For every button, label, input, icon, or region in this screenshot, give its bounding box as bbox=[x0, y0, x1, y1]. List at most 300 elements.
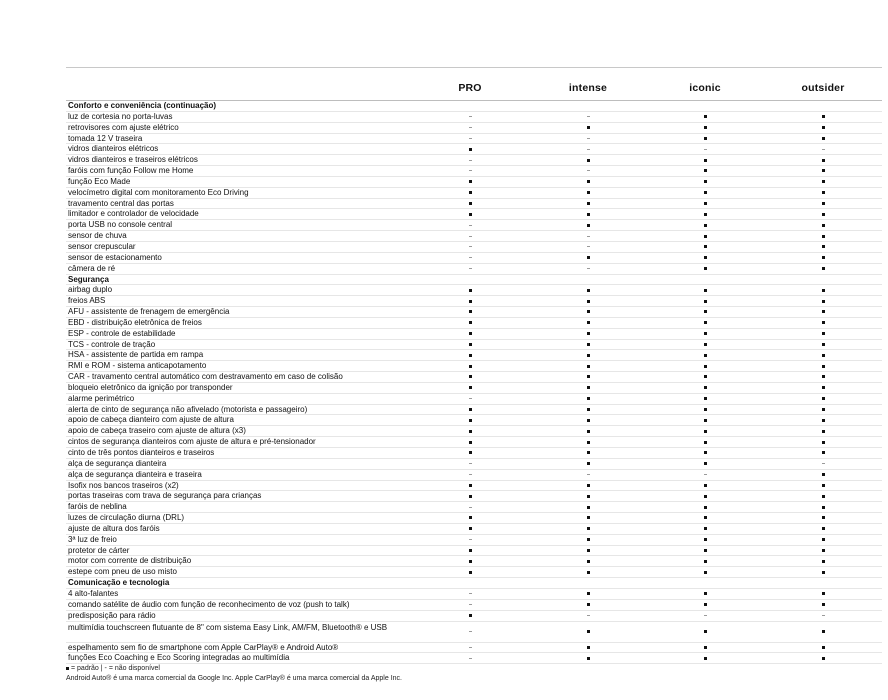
feature-label: apoio de cabeça dianteiro com ajuste de altura bbox=[68, 415, 234, 425]
cell-pro bbox=[465, 166, 475, 177]
standard-marker-icon bbox=[469, 419, 472, 422]
table-row bbox=[66, 112, 882, 123]
cell-outsider bbox=[818, 567, 828, 578]
table-row bbox=[66, 448, 882, 459]
table-row bbox=[66, 622, 882, 643]
standard-marker-icon bbox=[822, 169, 825, 172]
table-row bbox=[66, 264, 882, 275]
feature-label: vidros dianteiros elétricos bbox=[68, 144, 159, 154]
standard-marker-icon bbox=[704, 592, 707, 595]
cell-iconic bbox=[700, 611, 710, 622]
cell-outsider bbox=[818, 188, 828, 199]
cell-iconic bbox=[700, 264, 710, 275]
feature-label: portas traseiras com trava de segurança para crianças bbox=[68, 491, 262, 501]
standard-marker-icon bbox=[822, 180, 825, 183]
cell-iconic bbox=[700, 556, 710, 567]
standard-marker-icon bbox=[822, 224, 825, 227]
cell-pro bbox=[465, 285, 475, 296]
not-available-marker-icon bbox=[469, 236, 472, 237]
not-available-marker-icon bbox=[822, 615, 825, 616]
standard-marker-icon bbox=[704, 224, 707, 227]
column-header-outsider: outsider bbox=[801, 82, 845, 94]
table-row bbox=[66, 231, 882, 242]
section-header bbox=[66, 275, 882, 286]
standard-marker-icon bbox=[822, 321, 825, 324]
cell-outsider bbox=[818, 405, 828, 416]
not-available-marker-icon bbox=[469, 507, 472, 508]
standard-marker-icon bbox=[822, 267, 825, 270]
cell-intense bbox=[583, 600, 593, 611]
cell-pro bbox=[465, 567, 475, 578]
not-available-marker-icon bbox=[469, 116, 472, 117]
standard-marker-icon bbox=[822, 592, 825, 595]
standard-marker-icon bbox=[704, 527, 707, 530]
cell-iconic bbox=[700, 405, 710, 416]
cell-outsider bbox=[818, 372, 828, 383]
standard-marker-icon bbox=[822, 451, 825, 454]
cell-iconic bbox=[700, 318, 710, 329]
standard-marker-icon bbox=[469, 560, 472, 563]
cell-pro bbox=[465, 426, 475, 437]
cell-outsider bbox=[818, 611, 828, 622]
cell-outsider bbox=[818, 415, 828, 426]
feature-label: sensor de estacionamento bbox=[68, 252, 162, 262]
cell-pro bbox=[465, 253, 475, 264]
standard-marker-icon bbox=[822, 441, 825, 444]
table-row bbox=[66, 155, 882, 166]
cell-pro bbox=[465, 611, 475, 622]
cell-iconic bbox=[700, 144, 710, 155]
feature-label: tomada 12 V traseira bbox=[68, 133, 143, 143]
not-available-marker-icon bbox=[822, 149, 825, 150]
standard-marker-icon bbox=[587, 256, 590, 259]
cell-outsider bbox=[818, 329, 828, 340]
standard-marker-icon bbox=[822, 115, 825, 118]
cell-intense bbox=[583, 253, 593, 264]
standard-marker-icon bbox=[587, 441, 590, 444]
feature-label: limitador e controlador de velocidade bbox=[68, 209, 199, 219]
cell-intense bbox=[583, 361, 593, 372]
cell-outsider bbox=[818, 318, 828, 329]
standard-marker-icon bbox=[704, 441, 707, 444]
standard-marker-icon bbox=[587, 321, 590, 324]
standard-marker-icon bbox=[469, 202, 472, 205]
cell-iconic bbox=[700, 524, 710, 535]
cell-intense bbox=[583, 611, 593, 622]
standard-marker-icon bbox=[587, 646, 590, 649]
standard-marker-icon bbox=[469, 527, 472, 530]
standard-marker-icon bbox=[822, 646, 825, 649]
cell-iconic bbox=[700, 394, 710, 405]
table-row bbox=[66, 589, 882, 600]
standard-marker-icon bbox=[469, 365, 472, 368]
standard-marker-icon bbox=[704, 310, 707, 313]
cell-iconic bbox=[700, 134, 710, 145]
standard-marker-icon bbox=[822, 603, 825, 606]
cell-pro bbox=[465, 502, 475, 513]
standard-marker-icon bbox=[822, 289, 825, 292]
standard-marker-icon bbox=[704, 451, 707, 454]
cell-pro bbox=[465, 513, 475, 524]
section-header bbox=[66, 101, 882, 112]
cell-outsider bbox=[818, 231, 828, 242]
table-row bbox=[66, 188, 882, 199]
cell-iconic bbox=[700, 372, 710, 383]
standard-marker-icon bbox=[704, 516, 707, 519]
standard-marker-icon bbox=[704, 354, 707, 357]
standard-marker-icon bbox=[822, 571, 825, 574]
standard-marker-icon bbox=[704, 538, 707, 541]
cell-intense bbox=[583, 329, 593, 340]
standard-marker-icon bbox=[469, 571, 472, 574]
cell-outsider bbox=[818, 264, 828, 275]
standard-marker-icon bbox=[704, 571, 707, 574]
feature-label: alarme perimétrico bbox=[68, 393, 135, 403]
cell-pro bbox=[465, 491, 475, 502]
legend-text: = padrão | - = não disponível bbox=[71, 665, 160, 672]
standard-marker-icon bbox=[587, 289, 590, 292]
feature-label: luzes de circulação diurna (DRL) bbox=[68, 513, 185, 523]
table-row bbox=[66, 318, 882, 329]
cell-iconic bbox=[700, 340, 710, 351]
feature-label: multimídia touchscreen flutuante de 8" com sistema Easy Link, AM/FM, Bluetooth® e USB bbox=[68, 622, 388, 632]
cell-outsider bbox=[818, 643, 828, 654]
cell-iconic bbox=[700, 627, 710, 636]
table-row bbox=[66, 134, 882, 145]
cell-iconic bbox=[700, 188, 710, 199]
table-row bbox=[66, 394, 882, 405]
standard-marker-icon bbox=[469, 516, 472, 519]
cell-iconic bbox=[700, 253, 710, 264]
cell-outsider bbox=[818, 340, 828, 351]
cell-pro bbox=[465, 188, 475, 199]
standard-marker-icon bbox=[587, 630, 590, 633]
cell-outsider bbox=[818, 426, 828, 437]
not-available-marker-icon bbox=[469, 631, 472, 632]
cell-pro bbox=[465, 220, 475, 231]
cell-pro bbox=[465, 296, 475, 307]
not-available-marker-icon bbox=[469, 225, 472, 226]
standard-marker-icon bbox=[587, 603, 590, 606]
cell-intense bbox=[583, 112, 593, 123]
cell-outsider bbox=[818, 394, 828, 405]
standard-marker-icon bbox=[469, 310, 472, 313]
cell-outsider bbox=[818, 123, 828, 134]
table-row bbox=[66, 285, 882, 296]
cell-pro bbox=[465, 437, 475, 448]
standard-marker-icon bbox=[822, 137, 825, 140]
standard-marker-icon bbox=[587, 191, 590, 194]
standard-marker-icon bbox=[587, 527, 590, 530]
standard-marker-icon bbox=[587, 386, 590, 389]
standard-marker-icon bbox=[822, 256, 825, 259]
cell-iconic bbox=[700, 296, 710, 307]
not-available-marker-icon bbox=[469, 127, 472, 128]
not-available-marker-icon bbox=[469, 257, 472, 258]
standard-marker-icon bbox=[704, 646, 707, 649]
cell-iconic bbox=[700, 155, 710, 166]
cell-iconic bbox=[700, 437, 710, 448]
cell-pro bbox=[465, 653, 475, 664]
cell-pro bbox=[465, 134, 475, 145]
standard-marker-icon bbox=[469, 386, 472, 389]
standard-marker-icon bbox=[469, 191, 472, 194]
feature-label: HSA - assistente de partida em rampa bbox=[68, 350, 204, 360]
not-available-marker-icon bbox=[822, 463, 825, 464]
feature-label: motor com corrente de distribuição bbox=[68, 556, 192, 566]
standard-marker-icon bbox=[587, 159, 590, 162]
cell-pro bbox=[465, 144, 475, 155]
table-row bbox=[66, 643, 882, 654]
not-available-marker-icon bbox=[587, 615, 590, 616]
cell-outsider bbox=[818, 285, 828, 296]
standard-marker-icon bbox=[822, 310, 825, 313]
cell-iconic bbox=[700, 491, 710, 502]
cell-intense bbox=[583, 123, 593, 134]
legend-line-1 bbox=[66, 664, 402, 674]
standard-marker-icon bbox=[704, 365, 707, 368]
standard-marker-icon bbox=[822, 473, 825, 476]
standard-marker-icon bbox=[822, 495, 825, 498]
standard-marker-icon bbox=[822, 191, 825, 194]
not-available-marker-icon bbox=[587, 149, 590, 150]
standard-marker-icon bbox=[704, 343, 707, 346]
standard-marker-icon bbox=[822, 484, 825, 487]
table-row bbox=[66, 383, 882, 394]
standard-marker-icon bbox=[822, 126, 825, 129]
cell-iconic bbox=[700, 448, 710, 459]
not-available-marker-icon bbox=[704, 615, 707, 616]
standard-marker-icon bbox=[587, 571, 590, 574]
cell-outsider bbox=[818, 383, 828, 394]
standard-marker-icon bbox=[822, 549, 825, 552]
cell-pro bbox=[465, 470, 475, 481]
cell-pro bbox=[465, 329, 475, 340]
feature-label: ESP - controle de estabilidade bbox=[68, 328, 176, 338]
standard-marker-icon bbox=[587, 516, 590, 519]
cell-intense bbox=[583, 546, 593, 557]
standard-marker-icon bbox=[822, 630, 825, 633]
cell-outsider bbox=[818, 524, 828, 535]
cell-iconic bbox=[700, 350, 710, 361]
cell-outsider bbox=[818, 350, 828, 361]
standard-marker-icon bbox=[822, 245, 825, 248]
cell-pro bbox=[465, 340, 475, 351]
feature-label: luz de cortesia no porta-luvas bbox=[68, 111, 173, 121]
table-row bbox=[66, 361, 882, 372]
standard-marker-icon bbox=[587, 549, 590, 552]
standard-marker-icon bbox=[587, 126, 590, 129]
cell-intense bbox=[583, 448, 593, 459]
standard-marker-icon bbox=[587, 343, 590, 346]
cell-outsider bbox=[818, 459, 828, 470]
table-row bbox=[66, 426, 882, 437]
cell-outsider bbox=[818, 307, 828, 318]
cell-outsider bbox=[818, 653, 828, 664]
cell-iconic bbox=[700, 199, 710, 210]
standard-marker-icon bbox=[587, 354, 590, 357]
cell-outsider bbox=[818, 627, 828, 636]
trademark-note: Android Auto® é uma marca comercial da Google Inc. Apple CarPlay® é uma marca comercial da Apple Inc. bbox=[66, 675, 402, 682]
standard-marker-icon bbox=[704, 386, 707, 389]
column-header-intense: intense bbox=[568, 82, 608, 94]
cell-outsider bbox=[818, 199, 828, 210]
cell-outsider bbox=[818, 253, 828, 264]
standard-marker-icon bbox=[704, 484, 707, 487]
standard-marker-icon bbox=[587, 224, 590, 227]
cell-intense bbox=[583, 524, 593, 535]
cell-intense bbox=[583, 437, 593, 448]
section-title: Conforto e conveniência (continuação) bbox=[68, 101, 217, 110]
cell-outsider bbox=[818, 502, 828, 513]
standard-marker-icon bbox=[587, 538, 590, 541]
cell-iconic bbox=[700, 231, 710, 242]
cell-pro bbox=[465, 481, 475, 492]
feature-label: apoio de cabeça traseiro com ajuste de altura (x3) bbox=[68, 426, 246, 436]
not-available-marker-icon bbox=[587, 170, 590, 171]
cell-intense bbox=[583, 491, 593, 502]
cell-iconic bbox=[700, 415, 710, 426]
table-row bbox=[66, 437, 882, 448]
standard-marker-icon bbox=[704, 235, 707, 238]
cell-pro bbox=[465, 372, 475, 383]
standard-marker-icon bbox=[704, 549, 707, 552]
table-row bbox=[66, 177, 882, 188]
cell-intense bbox=[583, 415, 593, 426]
cell-intense bbox=[583, 264, 593, 275]
cell-iconic bbox=[700, 535, 710, 546]
standard-marker-icon bbox=[704, 603, 707, 606]
cell-intense bbox=[583, 627, 593, 636]
cell-outsider bbox=[818, 209, 828, 220]
feature-label: EBD - distribuição eletrônica de freios bbox=[68, 317, 202, 327]
feature-label: predisposição para rádio bbox=[68, 610, 156, 620]
cell-iconic bbox=[700, 513, 710, 524]
cell-iconic bbox=[700, 567, 710, 578]
standard-marker-icon bbox=[822, 386, 825, 389]
feature-label: TCS - controle de tração bbox=[68, 339, 156, 349]
cell-outsider bbox=[818, 155, 828, 166]
standard-marker-icon bbox=[822, 354, 825, 357]
cell-iconic bbox=[700, 329, 710, 340]
cell-intense bbox=[583, 470, 593, 481]
column-header-pro: PRO bbox=[458, 82, 482, 94]
cell-iconic bbox=[700, 600, 710, 611]
standard-marker-icon bbox=[822, 375, 825, 378]
standard-marker-icon bbox=[822, 538, 825, 541]
feature-label: CAR - travamento central automático com destravamento em caso de colisão bbox=[68, 372, 343, 382]
standard-marker-icon bbox=[469, 549, 472, 552]
cell-pro bbox=[465, 643, 475, 654]
cell-intense bbox=[583, 383, 593, 394]
not-available-marker-icon bbox=[704, 474, 707, 475]
standard-marker-icon bbox=[704, 462, 707, 465]
standard-marker-icon bbox=[469, 614, 472, 617]
standard-marker-icon bbox=[469, 300, 472, 303]
cell-intense bbox=[583, 372, 593, 383]
cell-intense bbox=[583, 394, 593, 405]
standard-marker-icon bbox=[66, 667, 69, 670]
cell-intense bbox=[583, 285, 593, 296]
table-row bbox=[66, 242, 882, 253]
column-header-iconic: iconic bbox=[689, 82, 721, 94]
standard-marker-icon bbox=[587, 419, 590, 422]
table-body bbox=[66, 101, 882, 664]
cell-intense bbox=[583, 567, 593, 578]
cell-iconic bbox=[700, 502, 710, 513]
feature-label: estepe com pneu de uso misto bbox=[68, 567, 177, 577]
standard-marker-icon bbox=[587, 560, 590, 563]
standard-marker-icon bbox=[704, 419, 707, 422]
standard-marker-icon bbox=[704, 332, 707, 335]
standard-marker-icon bbox=[587, 495, 590, 498]
standard-marker-icon bbox=[469, 408, 472, 411]
standard-marker-icon bbox=[822, 365, 825, 368]
standard-marker-icon bbox=[704, 630, 707, 633]
table-row bbox=[66, 307, 882, 318]
feature-label: Isofix nos bancos traseiros (x2) bbox=[68, 480, 179, 490]
table-row bbox=[66, 481, 882, 492]
cell-iconic bbox=[700, 361, 710, 372]
cell-outsider bbox=[818, 144, 828, 155]
standard-marker-icon bbox=[469, 213, 472, 216]
cell-intense bbox=[583, 231, 593, 242]
not-available-marker-icon bbox=[469, 474, 472, 475]
cell-iconic bbox=[700, 383, 710, 394]
cell-intense bbox=[583, 589, 593, 600]
not-available-marker-icon bbox=[469, 647, 472, 648]
feature-label: câmera de ré bbox=[68, 263, 116, 273]
not-available-marker-icon bbox=[469, 658, 472, 659]
feature-label: funções Eco Coaching e Eco Scoring integradas ao multimídia bbox=[68, 653, 290, 663]
feature-label: 4 alto-falantes bbox=[68, 588, 119, 598]
feature-label: airbag duplo bbox=[68, 285, 113, 295]
cell-intense bbox=[583, 188, 593, 199]
standard-marker-icon bbox=[822, 516, 825, 519]
feature-label: cinto de três pontos dianteiros e traseiros bbox=[68, 448, 215, 457]
standard-marker-icon bbox=[469, 484, 472, 487]
table-row bbox=[66, 611, 882, 622]
feature-label: comando satélite de áudio com função de reconhecimento de voz (push to talk) bbox=[68, 599, 350, 609]
table-row bbox=[66, 415, 882, 426]
table-row bbox=[66, 600, 882, 611]
cell-pro bbox=[465, 535, 475, 546]
cell-pro bbox=[465, 264, 475, 275]
cell-intense bbox=[583, 481, 593, 492]
table-row bbox=[66, 535, 882, 546]
standard-marker-icon bbox=[822, 527, 825, 530]
feature-label: freios ABS bbox=[68, 296, 106, 306]
feature-label: espelhamento sem fio de smartphone com Apple CarPlay® e Android Auto® bbox=[68, 642, 339, 652]
table-row bbox=[66, 546, 882, 557]
cell-pro bbox=[465, 209, 475, 220]
standard-marker-icon bbox=[822, 300, 825, 303]
standard-marker-icon bbox=[469, 289, 472, 292]
section-title: Comunicação e tecnologia bbox=[68, 578, 170, 588]
table-row bbox=[66, 502, 882, 513]
standard-marker-icon bbox=[469, 321, 472, 324]
table-row bbox=[66, 470, 882, 481]
feature-label: 3ª luz de freio bbox=[68, 534, 117, 544]
standard-marker-icon bbox=[822, 506, 825, 509]
standard-marker-icon bbox=[822, 213, 825, 216]
cell-pro bbox=[465, 231, 475, 242]
feature-label: RMI e ROM - sistema anticapotamento bbox=[68, 361, 207, 371]
feature-label: travamento central das portas bbox=[68, 198, 174, 208]
standard-marker-icon bbox=[469, 430, 472, 433]
cell-intense bbox=[583, 653, 593, 664]
feature-label: alça de segurança dianteira e traseira bbox=[68, 469, 202, 479]
